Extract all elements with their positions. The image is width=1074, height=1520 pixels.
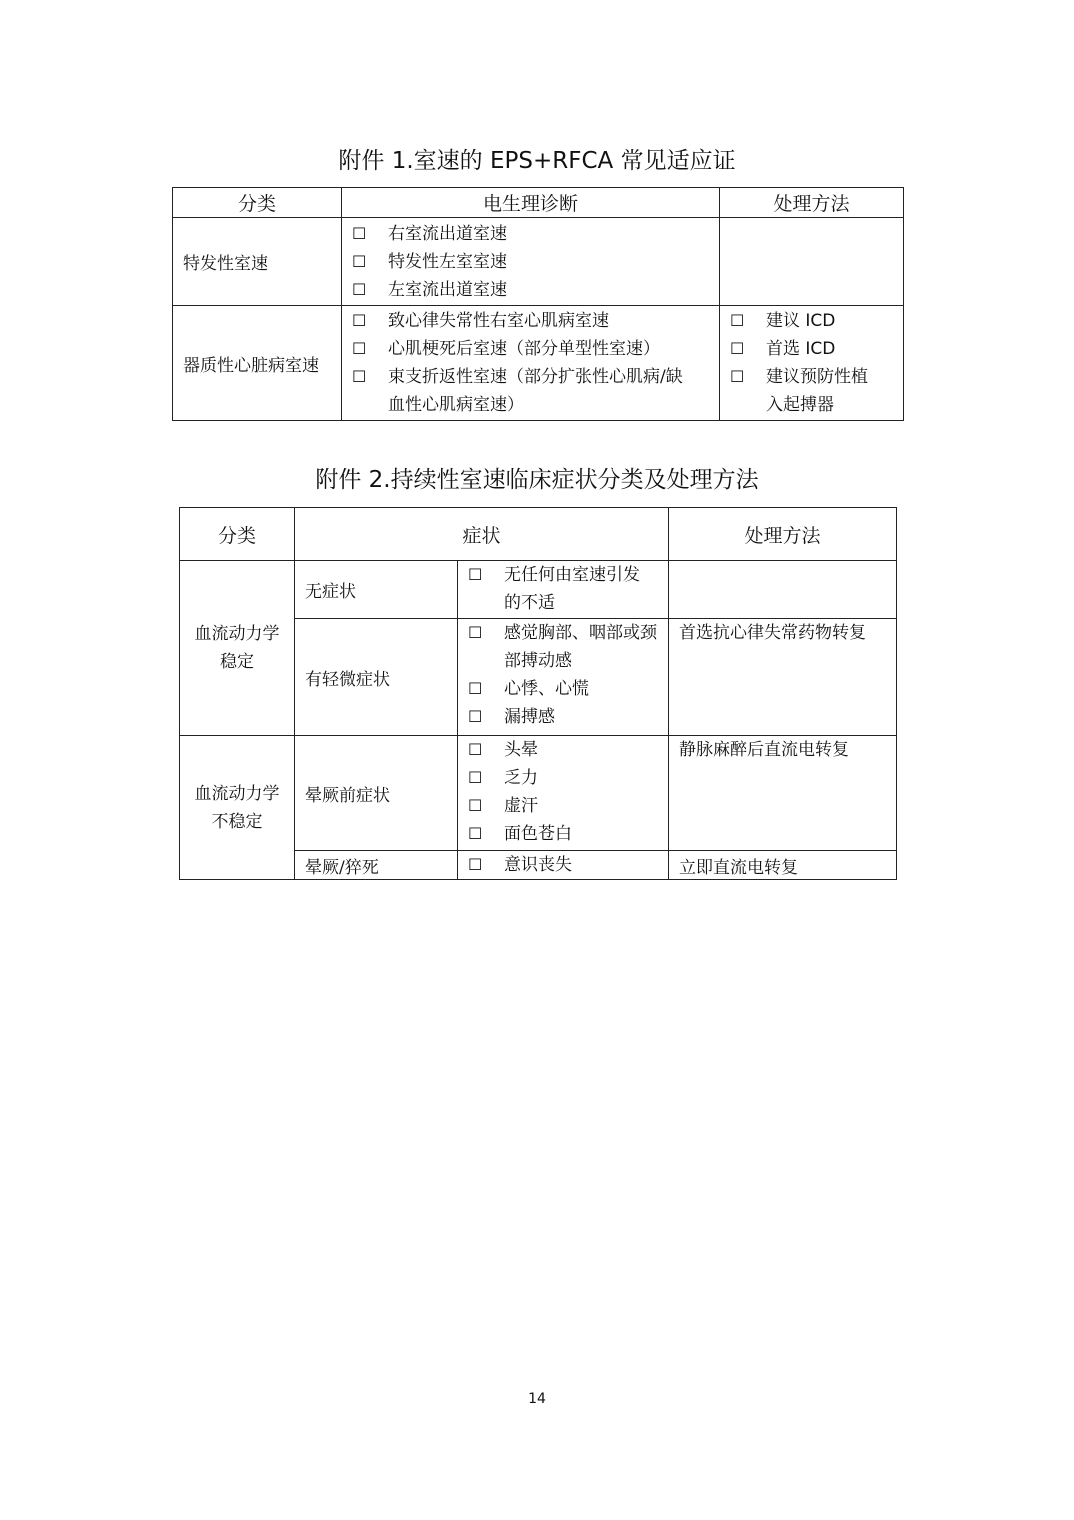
list-item: ☐ 建议预防性植 bbox=[730, 363, 903, 391]
checkbox-icon: ☐ bbox=[352, 279, 367, 299]
treatment-cell: 静脉麻醉后直流电转复 bbox=[669, 736, 897, 851]
table1-title: 附件 1.室速的 EPS+RFCA 常见适应证 bbox=[338, 148, 736, 174]
list-item: ☐ 首选 ICD bbox=[730, 335, 903, 363]
treatment-cell: 首选抗心律失常药物转复 bbox=[669, 619, 897, 736]
list-item-continuation: 入起搏器 bbox=[766, 395, 834, 415]
table2-title: 附件 2.持续性室速临床症状分类及处理方法 bbox=[315, 467, 759, 493]
column-header: 症状 bbox=[295, 508, 669, 561]
treatment-cell bbox=[720, 306, 904, 421]
treatment-cell bbox=[720, 218, 904, 306]
symptom-cell: 无症状 bbox=[295, 561, 458, 619]
list-item: ☐ 心肌梗死后室速（部分单型性室速） bbox=[352, 335, 719, 363]
symptom-cell: 晕厥前症状 bbox=[295, 736, 458, 851]
column-header: 电生理诊断 bbox=[342, 188, 720, 218]
checkbox-icon: ☐ bbox=[352, 311, 367, 330]
checkbox-icon: ☐ bbox=[730, 311, 745, 330]
table-header-row bbox=[180, 508, 897, 561]
table-row bbox=[173, 218, 904, 306]
list-item: ☐ 右室流出道室速 bbox=[352, 220, 719, 248]
treatment-cell: 立即直流电转复 bbox=[669, 851, 897, 880]
list-item: ☐ 乏力 bbox=[468, 764, 658, 792]
list-item: ☐ 束支折返性室速（部分扩张性心肌病/缺 bbox=[352, 363, 719, 391]
detail-cell bbox=[458, 736, 669, 851]
checkbox-icon: ☐ bbox=[468, 623, 483, 642]
category-cell: 器质性心脏病室速 bbox=[173, 306, 342, 421]
list-item: ☐ 面色苍白 bbox=[468, 820, 658, 848]
category-cell: 血流动力学 稳定 bbox=[180, 561, 295, 736]
diagnosis-cell bbox=[342, 218, 720, 306]
list-item: ☐ 建议 ICD bbox=[730, 307, 903, 335]
checkbox-icon: ☐ bbox=[468, 707, 483, 726]
column-header: 处理方法 bbox=[669, 508, 897, 561]
list-item: ☐ 无任何由室速引发 bbox=[468, 561, 658, 589]
list-item-continuation: 部搏动感 bbox=[504, 651, 572, 671]
detail-cell bbox=[458, 561, 669, 619]
checkbox-icon: ☐ bbox=[352, 339, 367, 358]
list-item: ☐ 心悸、心慌 bbox=[468, 675, 658, 703]
table-row bbox=[173, 306, 904, 421]
checkbox-icon: ☐ bbox=[468, 855, 483, 874]
diagnosis-cell bbox=[342, 306, 720, 421]
column-header: 分类 bbox=[180, 508, 295, 561]
list-item-continuation: 血性心肌病室速） bbox=[388, 395, 524, 415]
list-item: ☐ 特发性左室室速 bbox=[352, 248, 719, 276]
category-cell: 血流动力学 不稳定 bbox=[180, 736, 295, 880]
checkbox-icon: ☐ bbox=[468, 768, 483, 787]
detail-cell bbox=[458, 619, 669, 736]
category-cell: 特发性室速 bbox=[173, 218, 342, 306]
table-row bbox=[180, 736, 897, 851]
checkbox-icon: ☐ bbox=[352, 223, 367, 243]
checkbox-icon: ☐ bbox=[468, 796, 483, 815]
checkbox-icon: ☐ bbox=[468, 679, 483, 698]
treatment-cell bbox=[669, 561, 897, 619]
list-item: ☐ 致心律失常性右室心肌病室速 bbox=[352, 307, 719, 335]
checkbox-icon: ☐ bbox=[730, 339, 745, 358]
page-number: 14 bbox=[528, 1391, 546, 1407]
symptom-cell: 晕厥/猝死 bbox=[295, 851, 458, 880]
table-row bbox=[180, 561, 897, 619]
list-item-continuation: 的不适 bbox=[504, 593, 555, 613]
list-item: ☐ 左室流出道室速 bbox=[352, 276, 719, 304]
table1 bbox=[172, 187, 904, 421]
checkbox-icon: ☐ bbox=[352, 251, 367, 271]
list-item: ☐ 意识丧失 bbox=[468, 851, 658, 879]
symptom-cell: 有轻微症状 bbox=[295, 619, 458, 736]
detail-cell bbox=[458, 851, 669, 880]
table-header-row bbox=[173, 188, 904, 218]
list-item: ☐ 头晕 bbox=[468, 736, 658, 764]
list-item: ☐ 感觉胸部、咽部或颈 bbox=[468, 619, 658, 647]
list-item: ☐ 虚汗 bbox=[468, 792, 658, 820]
checkbox-icon: ☐ bbox=[468, 565, 483, 584]
checkbox-icon: ☐ bbox=[468, 824, 483, 843]
column-header: 处理方法 bbox=[720, 188, 904, 218]
column-header: 分类 bbox=[173, 188, 342, 218]
checkbox-icon: ☐ bbox=[468, 740, 483, 759]
list-item: ☐ 漏搏感 bbox=[468, 703, 658, 731]
checkbox-icon: ☐ bbox=[352, 367, 367, 386]
table2 bbox=[179, 507, 897, 880]
checkbox-icon: ☐ bbox=[730, 367, 745, 386]
